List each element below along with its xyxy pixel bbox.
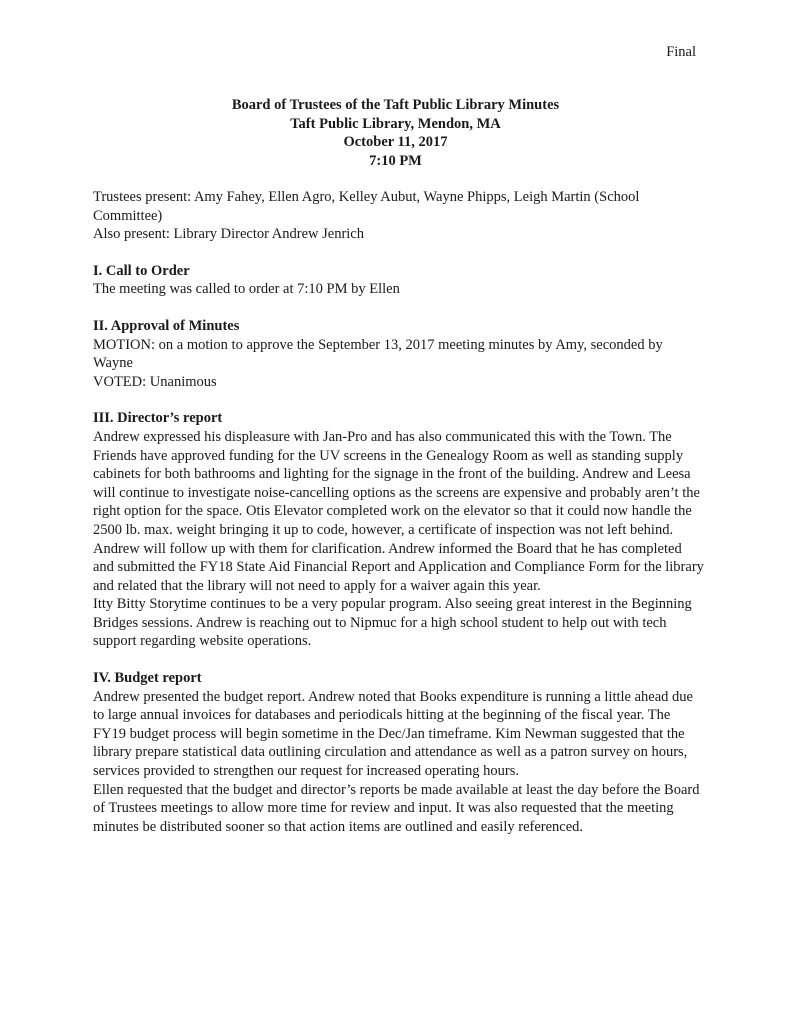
section-directors-report (93, 409, 705, 651)
meeting-date: October 11, 2017 (343, 134, 448, 150)
document-title: Board of Trustees of the Taft Public Library Minutes (231, 97, 560, 113)
section-heading: II. Approval of Minutes (93, 317, 240, 334)
section-approval-of-minutes (93, 317, 705, 391)
section-paragraph: Ellen requested that the budget and director’s reports be made available at least the day before the Board of Trustees meetings to allow more time for review and input. It was also requested that the meeting minutes be distributed sooner so that action items are outlined and easily referenced. (93, 781, 700, 835)
vote-text: VOTED: Unanimous (93, 373, 217, 390)
section-paragraph: Andrew expressed his displeasure with Jan-Pro and has also communicated this with the Town. The Friends have approved funding for the UV screens in the Genealogy Room as well as standing supply cabinets for both bathrooms and lighting for the signage in the front of the building. Andrew and Leesa will continue to investigate noise-cancelling options as the screens are expensive and probably aren’t the right option for the space. Otis Elevator completed work on the elevator so that it could now handle the 2500 lb. max. weight bringing it up to code, however, a certificate of inspection was not left behind. Andrew will follow up with them for clarification. Andrew informed the Board that he has completed and submitted the FY18 State Aid Financial Report and Application and Compliance Form for the library and related that the library will not need to apply for a waiver again this year. (93, 428, 704, 594)
section-heading: I. Call to Order (93, 262, 190, 279)
document-title-block (0, 96, 791, 170)
trustees-present: Trustees present: Amy Fahey, Ellen Agro, Kelley Aubut, Wayne Phipps, Leigh Martin (School Committee) (93, 189, 640, 224)
also-present: Also present: Library Director Andrew Jenrich (93, 226, 364, 243)
document-status-label: Final (666, 44, 696, 60)
section-paragraph: Andrew presented the budget report. Andrew noted that Books expenditure is running a little ahead due to large annual invoices for databases and periodicals hitting at the beginning of the fiscal year. The FY19 budget process will begin sometime in the Dec/Jan timeframe. Kim Newman suggested that the library prepare statistical data outlining circulation and attendance as well as a patron survey on hours, services provided to strengthen our request for increased operating hours. (93, 688, 693, 780)
section-text: The meeting was called to order at 7:10 PM by Ellen (93, 281, 400, 298)
section-call-to-order (93, 262, 705, 299)
section-paragraph: Itty Bitty Storytime continues to be a very popular program. Also seeing great interest in the Beginning Bridges sessions. Andrew is reaching out to Nipmuc for a high school student to help out with tech support regarding website operations. (93, 596, 692, 650)
section-budget-report (93, 669, 705, 836)
section-heading: IV. Budget report (93, 670, 202, 687)
motion-text: MOTION: on a motion to approve the September 13, 2017 meeting minutes by Amy, seconded by Wayne (93, 336, 663, 372)
document-location: Taft Public Library, Mendon, MA (290, 115, 501, 132)
section-heading: III. Director’s report (93, 410, 223, 427)
meeting-time: 7:10 PM (369, 152, 422, 169)
document-body (93, 188, 705, 836)
